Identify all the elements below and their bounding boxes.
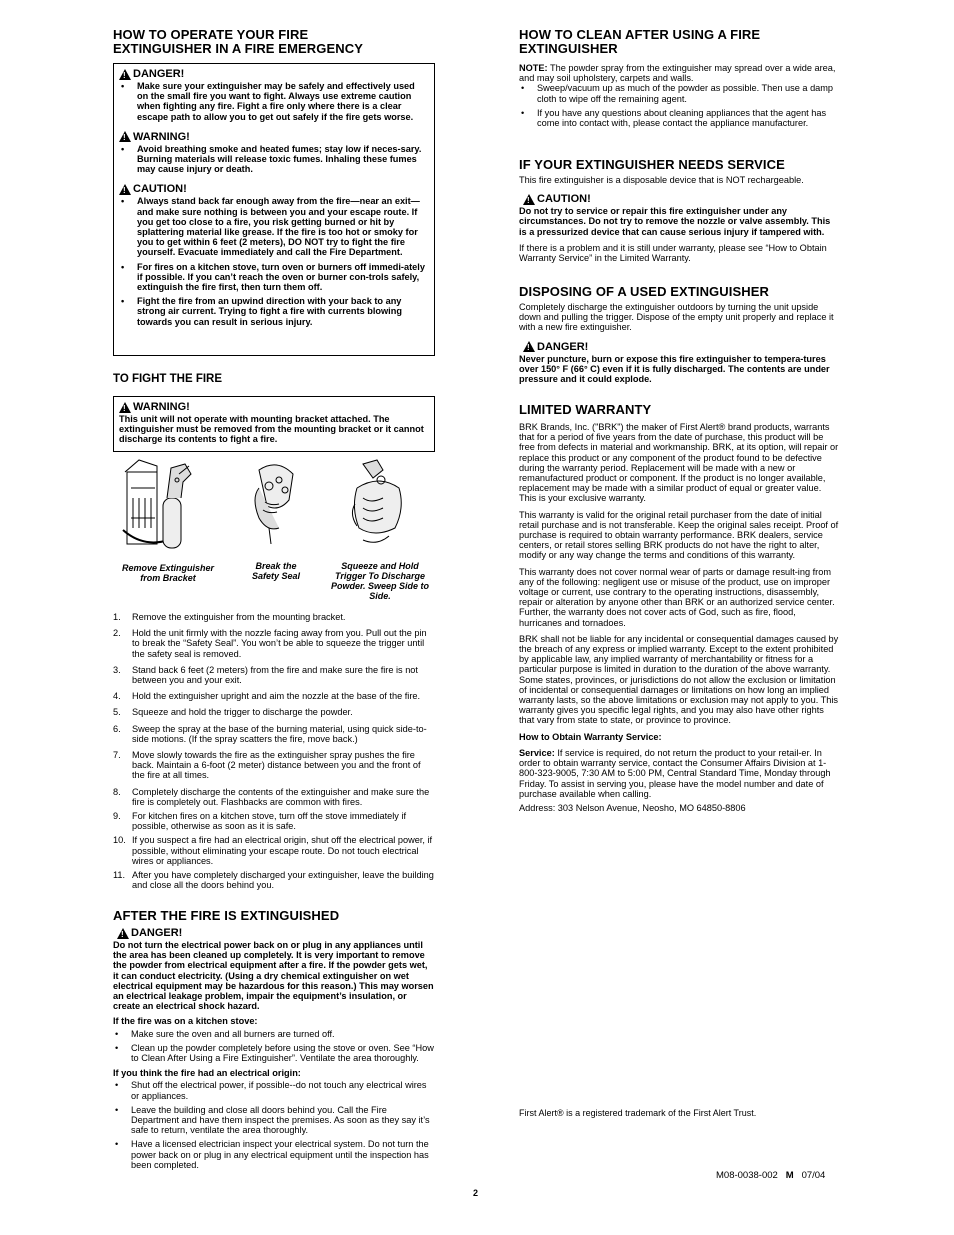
step-item xyxy=(113,787,435,807)
after-danger-text: Do not turn the electrical power back on or plug in any appliances until the area has been cleaned up completely. It is very important to remove the powder from electrical equipment after a fire. If the powder gets wet, it can conduct electricity. (Using a dry chemical extinguisher on wet electrical equipment may be hazardous for this reason.) This may worsen an electrical leakage problem, impair the equipment’s insulation, or create an electrical shock hazard. xyxy=(113,940,434,1012)
fight-warning-box xyxy=(113,396,435,452)
step-number: 4. xyxy=(113,691,121,702)
step-item xyxy=(113,811,435,831)
warning-list xyxy=(119,144,427,175)
warranty-title: LIMITED WARRANTY xyxy=(519,402,652,417)
step-number: 7. xyxy=(113,750,121,761)
dispose-title: DISPOSING OF A USED EXTINGUISHER xyxy=(519,284,769,299)
electrical-item: • Leave the building and close all doors behind you. Call the Fire Department and have them inspect the premises. As soon as they say it’s safe to return, ventilate the area thoroughly. xyxy=(113,1105,435,1136)
electrical-item: • Have a licensed electrician inspect your electrical system. Do not turn the power back on or plug in any electrical equipment until the inspection has been completed. xyxy=(113,1139,435,1170)
step-item xyxy=(113,707,435,717)
step-text: Hold the unit firmly with the nozzle facing away from you. Pull out the pin to break the “Safety Seal”. You won’t be able to squeeze the trigger until the safety seal is removed. xyxy=(132,628,427,659)
caution-list xyxy=(119,196,427,326)
discharge-illustration xyxy=(352,460,401,542)
step-number: 8. xyxy=(113,786,121,797)
clean-item: • Sweep/vacuum up as much of the powder as possible. Then use a damp cloth to wipe off the remaining agent. xyxy=(519,83,839,103)
step-item xyxy=(113,870,435,890)
caption-break-seal: Break the Safety Seal xyxy=(251,561,301,581)
warning-heading: ! WARNING! xyxy=(119,131,427,143)
warranty-paragraph: BRK shall not be liable for any incidental or consequential damages caused by the breach of any express or implied warranty. Except to the extent prohibited by applicable law, any implied warranty of merchantability or fitness for a particular purpose is limited in duration to the duration of the above warranty. Some states, provinces, or jurisdictions do not allow the exclusion or limitation of incidental or consequential damages or limitations on how long an implied warranty lasts, so the above limitations or exclusion may not apply to you. This warranty gives you specific legal rights, and you may also have other rights that vary from state to state, or province to province. xyxy=(519,633,839,726)
warning-triangle-icon xyxy=(119,69,131,80)
operate-title xyxy=(113,28,363,56)
warranty-service-text xyxy=(519,748,839,799)
clean-section xyxy=(519,63,839,132)
step-item xyxy=(113,665,435,685)
hazard-box xyxy=(113,63,435,356)
warning-triangle-icon xyxy=(119,184,131,195)
step-item xyxy=(113,750,435,781)
step-number: 1. xyxy=(113,612,121,622)
warning-triangle-icon xyxy=(119,402,131,413)
trademark-note: First Alert® is a registered trademark of the First Alert Trust. xyxy=(519,1108,757,1118)
dispose-danger-heading: ! DANGER! xyxy=(523,341,839,353)
operate-title-line2: EXTINGUISHER IN A FIRE EMERGENCY xyxy=(113,41,363,56)
fight-warning-heading: ! WARNING! xyxy=(119,401,427,413)
warning-triangle-icon xyxy=(117,928,129,939)
step-number: 2. xyxy=(113,628,121,639)
dispose-section xyxy=(519,302,839,384)
step-number: 3. xyxy=(113,664,121,675)
service-body: If service is required, do not return the product to your retail-er. In order to obtain warranty service, contact the Consumer Affairs Division at 1-800-323-9005, 7:30 AM to 5:00 PM, Central Standard Time, Monday through Friday. To assist in serving you, please have the model number and date of purchase available when calling. xyxy=(519,747,831,799)
danger-item: • Make sure your extinguisher may be safely and effectively used on the small fire you want to fight. Always use extreme caution when fighting any fire. Fight a fire only where there is a clear escape path to allow you to get out safely if the fire gets worse. xyxy=(119,81,427,122)
service-text: This fire extinguisher is a disposable device that is NOT rechargeable. xyxy=(519,175,804,185)
warning-item: • Avoid breathing smoke and heated fumes; stay low if neces-sary. Burning materials will release toxic fumes. Inhaling these fumes may cause injury or death. xyxy=(119,144,427,175)
caption-remove-bracket: Remove Extinguisher from Bracket xyxy=(121,563,215,583)
clean-item: • If you have any questions about cleaning appliances that the agent has come into contact with, please contact the appliance manufacturer. xyxy=(519,108,839,128)
step-text: If you suspect a fire had an electrical origin, shut off the electrical power, if possible, without eliminating your escape route. Do not touch electrical wires or appliances. xyxy=(132,835,433,866)
steps-list xyxy=(113,612,435,894)
page-number: 2 xyxy=(473,1188,479,1198)
caution-item: • Always stand back far enough away from the fire—near an exit—and make sure nothing is between you and your escape route. If you get too close to a fire, you risk getting burned or hit by splattering material like grease. If the fire is too hot or smoky for you to get within 6 feet (2 meters), DO NOT try to fight the fire yourself. Evacuate immediately and call the Fire Department. xyxy=(119,196,427,257)
after-danger-heading: ! DANGER! xyxy=(117,927,435,939)
code-number: M08-0038-002 xyxy=(716,1170,778,1181)
warranty-paragraph: This warranty does not cover normal wear of parts or damage result-ing from any of the following: negligent use or misuse of the product, use on improper voltage or current, use contrary to the operating instructions, disassembly, repair or alteration by anyone other than BRK or an authorized service center. Further, the warranty does not cover acts of God, such as fire, flood, hurricanes and tornadoes. xyxy=(519,566,835,628)
operate-title-line1: HOW TO OPERATE YOUR FIRE xyxy=(113,27,309,42)
after-title: AFTER THE FIRE IS EXTINGUISHED xyxy=(113,908,340,923)
caption-squeeze-trigger: Squeeze and Hold Trigger To Discharge Powder. Sweep Side to Side. xyxy=(330,561,430,601)
step-text: Remove the extinguisher from the mounting bracket. xyxy=(132,612,346,622)
kitchen-head: If the fire was on a kitchen stove: xyxy=(113,1016,258,1027)
step-text: Sweep the spray at the base of the burning material, using quick side-to-side motions. (If the spray scatters the fire, move back.) xyxy=(132,723,427,744)
warning-triangle-icon xyxy=(523,194,535,205)
warning-triangle-icon xyxy=(523,341,535,352)
electrical-head: If you think the fire had an electrical origin: xyxy=(113,1068,301,1079)
step-number: 5. xyxy=(113,707,121,718)
warranty-paragraph: BRK Brands, Inc. ("BRK") the maker of First Alert® brand products, warrants that for a period of five years from the date of purchase, this product will be free from defects in material and workmanship. BRK, at its option, will repair or replace this product or any component of the product found to be defective during the warranty period. Replacement will be made with a new or remanufactured product or component. If the product is no longer available, replacement may be made with a similar product of equal or greater value. This is your exclusive warranty. xyxy=(519,422,839,504)
step-text: Squeeze and hold the trigger to discharge the powder. xyxy=(132,707,353,718)
danger-list xyxy=(119,81,427,122)
step-text: For kitchen fires on a kitchen stove, turn off the stove immediately if possible, otherwise as soon as it is safe. xyxy=(132,811,407,832)
code-letter: M xyxy=(785,1170,794,1181)
step-number: 10. xyxy=(113,835,126,846)
electrical-item: • Shut off the electrical power, if possible--do not touch any electrical wires or appliances. xyxy=(113,1080,435,1100)
document-code xyxy=(716,1171,825,1181)
warranty-paragraph: This warranty is valid for the original retail purchaser from the date of initial retail purchase and is not transferable. Keep the original sales receipt. Proof of purchase is required to obtain warranty performance. BRK dealers, service centers, or retail stores selling BRK products do not have the right to alter, modify or any way change the terms and conditions of this warranty. xyxy=(519,509,839,561)
fight-warning-text: This unit will not operate with mounting bracket attached. The extinguisher must be removed from the mounting bracket or it cannot discharge its contents to fight a fire. xyxy=(119,414,424,445)
clean-list xyxy=(519,83,839,128)
clean-note-label: NOTE: xyxy=(519,63,548,73)
illustrations xyxy=(119,458,435,558)
warranty-section xyxy=(519,422,839,813)
danger-heading: ! DANGER! xyxy=(119,68,427,80)
step-text: Completely discharge the contents of the extinguisher and make sure the fire is completely out. Flashbacks are common with fires. xyxy=(132,786,430,807)
service-label: Service: xyxy=(519,747,555,758)
clean-title-line2: EXTINGUISHER xyxy=(519,41,618,56)
kitchen-item: • Make sure the oven and all burners are turned off. xyxy=(113,1029,435,1039)
caution-item: • Fight the fire from an upwind direction with your back to any strong air current. Trying to fight a fire with currents blowing towards you can result in serious injury. xyxy=(119,296,427,327)
dispose-text: Completely discharge the extinguisher outdoors by turning the unit upside down and pulling the trigger. Dispose of the empty unit properly and replace it with a new fire extinguisher. xyxy=(519,302,834,333)
service-caution-text: Do not try to service or repair this fire extinguisher under any circumstances. Do not try to remove the nozzle or valve assembly. This is a pressurized device that can cause serious injury if tampered with. xyxy=(519,206,831,237)
step-item xyxy=(113,724,435,744)
code-date: 07/04 xyxy=(801,1170,826,1181)
step-text: Hold the extinguisher upright and aim the nozzle at the base of the fire. xyxy=(132,691,421,702)
safety-seal-illustration xyxy=(255,465,293,544)
service-problem-text: If there is a problem and it is still under warranty, please see “How to Obtain Warranty Service” in the Limited Warranty. xyxy=(519,242,827,264)
step-text: After you have completely discharged your extinguisher, leave the building and close all the doors behind you. xyxy=(132,870,434,891)
step-number: 6. xyxy=(113,723,121,734)
clean-title xyxy=(519,28,760,56)
dispose-danger-text: Never puncture, burn or expose this fire extinguisher to tempera-tures over 150° F (66° C) even if it is fully discharged. The contents are under pressure and it could explode. xyxy=(519,353,830,385)
obtain-warranty-head: How to Obtain Warranty Service: xyxy=(519,731,662,742)
step-number: 9. xyxy=(113,811,121,822)
step-item xyxy=(113,835,435,866)
step-item xyxy=(113,612,435,622)
clean-note xyxy=(519,63,839,83)
caution-heading: ! CAUTION! xyxy=(119,183,427,195)
service-section xyxy=(519,175,839,263)
after-section xyxy=(113,927,435,1174)
step-text: Stand back 6 feet (2 meters) from the fire and make sure the fire is not between you and your exit. xyxy=(132,664,418,686)
step-item xyxy=(113,691,435,701)
clean-title-line1: HOW TO CLEAN AFTER USING A FIRE xyxy=(519,27,761,42)
fight-title: TO FIGHT THE FIRE xyxy=(113,373,223,385)
kitchen-list xyxy=(113,1029,435,1064)
step-text: Move slowly towards the fire as the extinguisher spray pushes the fire back. Maintain a 6-foot (2 meter) distance between you and the front of the fire at all times. xyxy=(132,750,421,781)
step-number: 11. xyxy=(113,870,126,881)
electrical-list xyxy=(113,1080,435,1170)
kitchen-item: • Clean up the powder completely before using the stove or oven. See “How to Clean After Using a Fire Extinguisher”. Ventilate the area thoroughly. xyxy=(113,1043,435,1063)
bracket-illustration xyxy=(123,460,191,548)
service-title: IF YOUR EXTINGUISHER NEEDS SERVICE xyxy=(519,157,785,172)
warning-triangle-icon xyxy=(119,131,131,142)
warranty-address: Address: 303 Nelson Avenue, Neosho, MO 64850-8806 xyxy=(519,802,746,813)
caution-item: • For fires on a kitchen stove, turn oven or burners off immedi-ately if possible. If you can’t reach the oven or burner con-trols safely, extinguish the fire first, then turn them off. xyxy=(119,262,427,293)
service-caution-heading: ! CAUTION! xyxy=(523,193,839,205)
step-item xyxy=(113,628,435,659)
clean-note-text: The powder spray from the extinguisher may spread over a wide area, and may soil upholstery, carpets and walls. xyxy=(519,63,836,84)
